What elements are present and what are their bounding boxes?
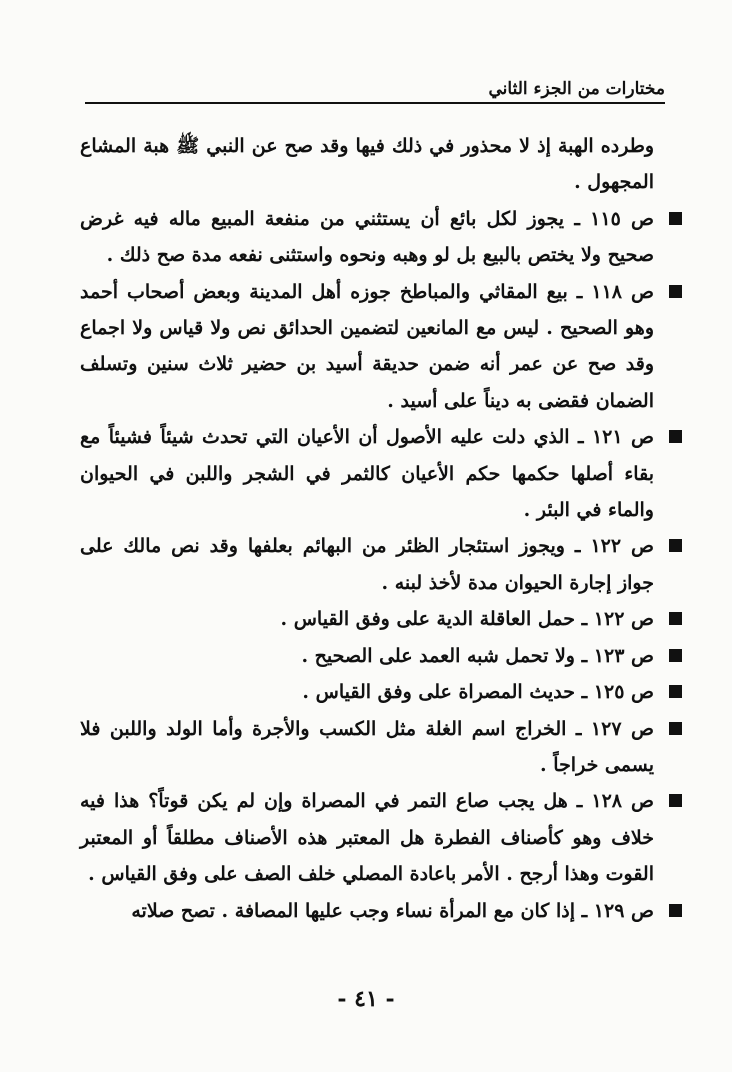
entry-text: ص ١٢٥ ـ حديث المصراة على وفق القياس .	[302, 681, 654, 704]
entry-text: ص ١٢٩ ـ إذا كان مع المرأة نساء وجب عليها المصافة . تصح صلاته	[131, 899, 654, 922]
entry-item	[80, 893, 654, 929]
entry-text: ص ١٢٧ ـ الخراج اسم الغلة مثل الكسب والأجرة وأما الولد واللبن فلا يسمى خراجاً .	[80, 717, 654, 776]
entry-text: ص ١٢٣ ـ ولا تحمل شبه العمد على الصحيح .	[301, 644, 654, 667]
entry-text: ص ١٢٢ ـ حمل العاقلة الدية على وفق القياس .	[280, 608, 654, 631]
square-bullet-icon	[669, 539, 682, 552]
entry-item	[80, 674, 654, 710]
page-number: - ٤١ -	[337, 986, 395, 1012]
square-bullet-icon	[669, 904, 682, 917]
entry-item	[80, 419, 654, 528]
entry-item	[80, 783, 654, 892]
header-rule	[85, 102, 665, 104]
square-bullet-icon	[669, 612, 682, 625]
entry-text: ص ١١٥ ـ يجوز لكل بائع أن يستثني من منفعة المبيع ماله فيه غرض صحيح ولا يختص بالبيع بل لو وهبه ونحوه واستثنى نفعه مدة صح ذلك .	[80, 207, 654, 267]
running-header	[85, 78, 665, 106]
entry-item	[80, 638, 654, 674]
square-bullet-icon	[669, 685, 682, 698]
entry-item	[80, 274, 654, 420]
header-title: مختارات من الجزء الثاني	[488, 79, 665, 99]
square-bullet-icon	[669, 794, 682, 807]
lead-paragraph: وطرده الهبة إذ لا محذور في ذلك فيها وقد صح عن النبي ﷺ هبة المشاع المجهول .	[80, 135, 654, 194]
entry-text: ص ١٢٢ ـ ويجوز استئجار الظئر من البهائم بعلفها وقد نص مالك على جواز إجارة الحيوان مدة لأخذ لبنه .	[80, 535, 654, 594]
square-bullet-icon	[669, 430, 682, 443]
entry-item	[80, 201, 654, 274]
entry-item	[80, 528, 654, 601]
square-bullet-icon	[669, 212, 682, 225]
square-bullet-icon	[669, 649, 682, 662]
square-bullet-icon	[669, 722, 682, 735]
entry-item	[80, 601, 654, 637]
entry-text: ص ١١٨ ـ بيع المقاثي والمباطخ جوزه أهل المدينة وبعض أصحاب أحمد وهو الصحيح . ليس مع المانعين لتضمين الحدائق نص ولا قياس ولا اجماع وقد صح عن عمر أنه ضمن حديقة أسيد بن حضير ثلاث سنين وتسلف الضمان فقضى به ديناً على أسيد .	[80, 280, 654, 412]
page-body	[80, 128, 654, 929]
square-bullet-icon	[669, 285, 682, 298]
entry-text: ص ١٢٨ ـ هل يجب صاع التمر في المصراة وإن لم يكن قوتاً؟ هذا فيه خلاف وهو كأصناف الفطرة هل المعتبر هذه الأصناف مطلقاً أو المعتبر القوت وهذا أرجح . الأمر باعادة المصلي خلف الصف على وفق القياس .	[80, 790, 654, 886]
entry-text: ص ١٢١ ـ الذي دلت عليه الأصول أن الأعيان التي تحدث شيئاً فشيئاً مع بقاء أصلها حكمها حكم الأعيان كالثمر في الشجر واللبن في الحيوان والماء في البئر .	[80, 426, 654, 522]
entry-item	[80, 711, 654, 784]
